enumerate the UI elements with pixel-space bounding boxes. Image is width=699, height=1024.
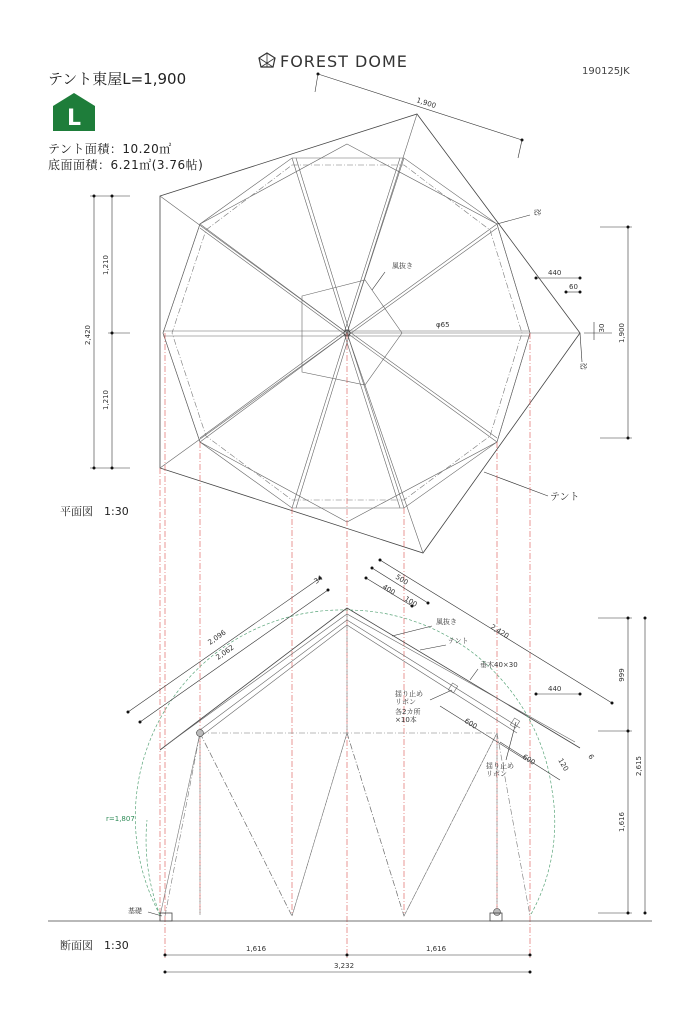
label-plan-diameter: φ65 xyxy=(436,321,450,329)
dim-plan-60: 60 xyxy=(569,283,578,291)
label-ribbon1b: リボン xyxy=(395,698,416,706)
dim-plan-left-total: 2,420 xyxy=(84,324,92,346)
badge-letter: L xyxy=(66,106,82,131)
dim-plan-top: 1,900 xyxy=(415,96,437,111)
dim-section-500: 500 xyxy=(393,572,410,587)
dim-section-100: 100 xyxy=(402,594,419,609)
dim-plan-440: 440 xyxy=(548,269,562,277)
base-area-text: 底面面積：6.21㎡(3.76帖) xyxy=(48,158,204,172)
dim-section-400: 400 xyxy=(380,582,397,597)
foundation-left xyxy=(160,913,172,921)
joint-left xyxy=(197,730,204,737)
label-ribbon2a: 揺り止め xyxy=(486,762,514,770)
label-section-vent: 風抜き xyxy=(436,618,457,626)
plan-view-label: 平面図 1:30 xyxy=(60,505,129,518)
dim-section-600a: 600 xyxy=(462,716,479,731)
label-count2: ×10本 xyxy=(395,716,417,724)
joint-right xyxy=(494,909,501,916)
page-title: テント東屋L=1,900 xyxy=(48,70,187,88)
dim-section-2062: 2,062 xyxy=(214,643,236,662)
label-foundation: 基礎 xyxy=(128,907,142,915)
dim-section-1616-vertical: 1,616 xyxy=(618,811,626,833)
dim-section-34: 34 xyxy=(312,573,325,586)
dim-section-2420: 2,420 xyxy=(488,622,511,641)
dim-section-2615: 2,615 xyxy=(635,755,643,777)
radius-label: r=1,807 xyxy=(106,815,135,823)
dim-section-999: 999 xyxy=(618,668,626,682)
dim-section-120: 120 xyxy=(556,757,570,773)
drawing-code: 190125JK xyxy=(582,66,630,77)
label-plan-tent: テント xyxy=(550,492,580,503)
dim-section-3232: 3,232 xyxy=(334,962,355,970)
dim-plan-right-total: 1,900 xyxy=(618,322,626,344)
section-view xyxy=(48,559,652,974)
dim-plan-30: 30 xyxy=(598,323,606,333)
tent-outline xyxy=(160,114,580,553)
label-count1: 各2カ所 xyxy=(395,708,421,716)
projection-lines xyxy=(160,333,530,960)
dim-plan-left-lower: 1,210 xyxy=(102,389,110,411)
dim-plan-left-upper: 1,210 xyxy=(102,254,110,276)
label-ribbon1a: 揺り止め xyxy=(395,690,423,698)
label-plan-bag-right: 袋 xyxy=(580,363,588,370)
label-plan-bag-top: 袋 xyxy=(534,209,542,216)
dim-section-1616-left: 1,616 xyxy=(246,945,267,953)
tent-area-text: テント面積：10.20㎡ xyxy=(48,142,172,156)
label-plan-vent: 風抜き xyxy=(392,262,413,270)
label-section-tent: テント xyxy=(448,637,469,645)
section-view-label: 断面図 1:30 xyxy=(60,939,129,952)
brand-name: FOREST DOME xyxy=(280,52,408,71)
dim-section-2096: 2,096 xyxy=(206,628,228,647)
plan-view xyxy=(84,73,632,554)
dim-section-600b: 600 xyxy=(520,752,537,767)
label-section-rafter: 垂木40×30 xyxy=(480,661,518,669)
dim-section-440: 440 xyxy=(548,685,562,693)
label-ribbon2b: リボン xyxy=(486,770,507,778)
dim-section-6: 6 xyxy=(586,753,596,761)
dim-section-1616-right: 1,616 xyxy=(426,945,447,953)
plan-dimensions xyxy=(84,73,632,504)
